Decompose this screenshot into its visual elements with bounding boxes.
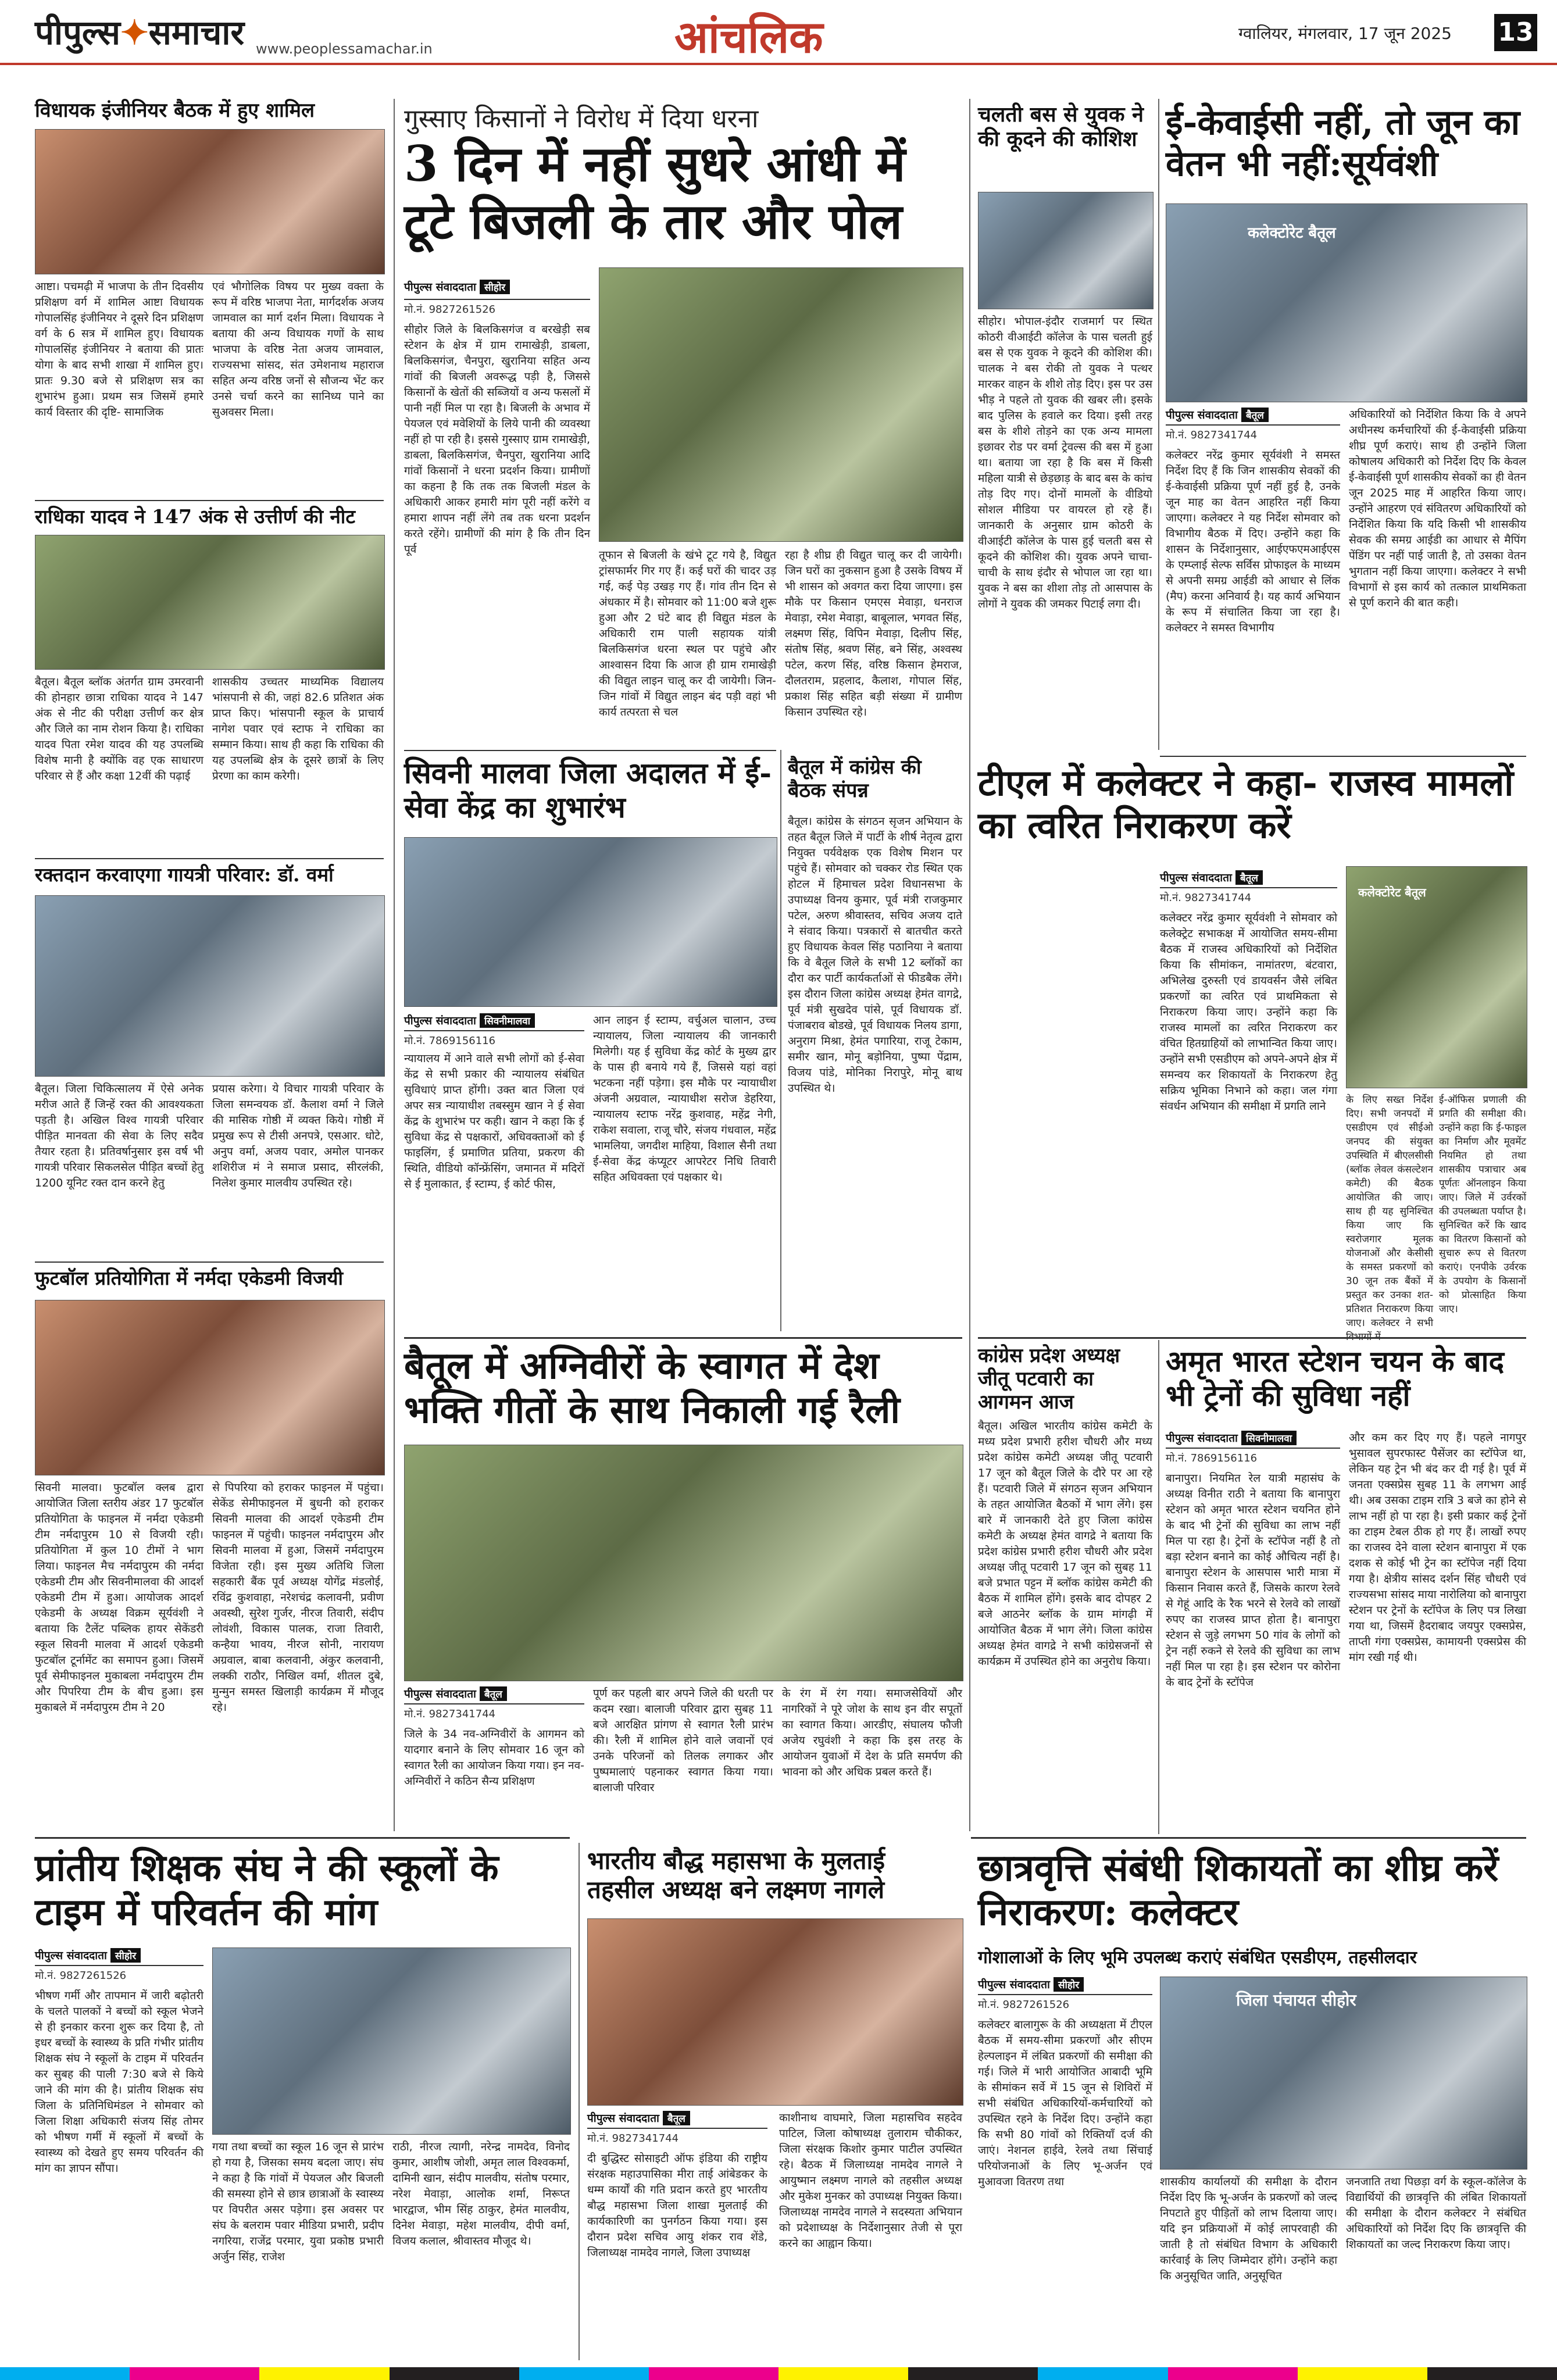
kisan-byline [404, 279, 590, 294]
station-body-col1: बानापुरा। नियमित रेल यात्री महासंघ के अध्यक्ष विनीत राठी ने बताया कि बानापुरा स्टेशन को अमृत भारत स्टेशन चयनित होने के बाद भी ट्रेनों की सुविधा का लाभ नहीं मिल पा रहा है। ट्रेनों के स्टॉपेज नहीं है तो बड़ा स्टेशन बनाने का कोई औचित्य नहीं है। बानापुरा स्टेशन के आसपास भारी मात्रा में किसान निवास करते हैं, जिसके कारण रेलवे से गेहूं आदि के रैक भरने से रेलवे को लाखों रुपए का राजस्व प्राप्त होता है। बानापुरा स्टेशन से जुड़े लगभग 50 गांव के लोगों को ट्रेन नहीं रुकने से रेलवे की सुविधा का लाभ नहीं मिल पा रहा है। इस स्टेशन पर कोरोना के बाद ट्रेनों के स्टॉपेज [1166, 1472, 1340, 1689]
divider [35, 858, 384, 859]
logo-right: समाचार [148, 13, 245, 52]
court-photo [404, 837, 777, 1007]
neet-body-col2: शासकीय उच्चतर माध्यमिक विद्यालय भांसपानी से की, जहां 82.6 प्रतिशत अंक प्राप्त किए। भांसपानी स्कूल के प्राचार्य नागेश पवार एवं स्टाफ ने राधिका का सम्मान किया। साथ ही कहा कि राधिका की यह उपलब्धि क्षेत्र के दूसरे छात्रों के लिए प्रेरणा का काम करेगी। [212, 676, 384, 782]
tl-body-col1: कलेक्टर नरेंद्र कुमार सूर्यवंशी ने सोमवार को कलेक्ट्रेट सभाकक्ष में आयोजित समय-सीमा बैठक में राजस्व अधिकारियों को निर्देशित किया कि सीमांकन, नामांतरण, बंटवारा, अभिलेख दुरुस्ती एवं डायवर्सन जैसे लंबित प्रकरणों का त्वरित एवं प्राथमिकता से निराकरण किया जाए। उन्होंने कहा कि राजस्व मामलों का त्वरित निराकरण कर वंचित हितग्राहियों को लाभान्वित किया जाए। उन्होंने सभी एसडीएम को अपने-अपने क्षेत्र में समन्वय कर शिकायतों के निराकरण हेतु सक्रिय भूमिका निभाने को कहा। जल गंगा संवर्धन अभियान की समीक्षा में प्रगति लाने [1160, 912, 1337, 1113]
byline-place: सीहोर [480, 280, 510, 294]
byline-place: बैतूल [663, 2111, 690, 2125]
station-mobile: मो.नं. 7869156116 [1166, 1448, 1340, 1465]
column-rule [1158, 1340, 1159, 1834]
byline-place: बैतूल [1235, 870, 1263, 885]
agniveer-byline [404, 1686, 590, 1701]
print-color-bar [0, 2367, 1557, 2380]
logo-star-icon: ✦ [120, 13, 149, 52]
agniveer-photo [404, 1445, 963, 1681]
divider [978, 1337, 1526, 1339]
teacher-body-col3: राठी, नीरज त्यागी, नरेन्द्र नामदेव, विनोद कुमार, आशीष जोशी, अमृत लाल विश्वकर्मा, दामिनी खान, संदीप मालवीय, संतोष परमार, नरेश मेवाड़ा, आलोक शर्मा, निरूप्त भारद्वाज, भीम सिंह ठाकुर, हेमंत मालवीय, दिनेश मेवाड़ा, महेश मालवीय, दीपी वर्मा, विजय कलाल, श्रीवास्तव मौजूद थे। [392, 2140, 570, 2247]
blood-body-col1: बैतूल। जिला चिकित्सालय में ऐसे अनेक मरीज आते हैं जिन्हें रक्त की आवश्यकता पड़ती है। अखिल विश्व गायत्री परिवार पीड़ित मानवता की सेवा के लिए सदैव तैयार रहता है। प्रतिवर्षानुसार इस वर्ष भी गायत्री परिवार सिकलसेल पीड़ित बच्चों हेतु 1200 यूनिट रक्त दान करने हेतु [35, 1082, 203, 1189]
color-swatch [1298, 2367, 1427, 2380]
divider [35, 1837, 570, 1839]
teacher-mobile: मो.नं. 9827261526 [35, 1965, 203, 1982]
teacher-headline: प्रांतीय शिक्षक संघ ने की स्कूलों के टाइम में परिवर्तन की मांग [35, 1846, 499, 1934]
newspaper-logo [35, 8, 244, 54]
kisan-body-col1: सीहोर जिले के बिलकिसगंज व बरखेड़ी सब स्टेशन के क्षेत्र में ग्राम रामाखेड़ी, डाबला, बिलकिसगंज, चैनपुरा, खुरानिया सहित अन्य गांवों की बिजली अवरूद्ध पड़ी है, जिससे किसानों के खेतों की सब्जियों व अन्य फसलों में पानी नहीं मिल पा रहा है। बिजली के अभाव में पेयजल एवं मवेशियों के लिये पानी की व्यवस्था नहीं हो पा रही है। इससे गुस्साए ग्राम रामाखेड़ी, डाबला, बिलकिसगंज, चैनपुरा, खुरानिया आदि गांवों किसानों ने धरना प्रदर्शन किया। ग्रामीणों का कहना है कि तक तक बिजली मंडल के अधिकारी आकर हमारी मांग पूरी नहीं करेंगे व हमारा शापन नहीं लेंगे तब तक धरना प्रदर्शन करते रहेंगे। ग्रामीणों की मांग है कि तीन दिन पूर्व [404, 323, 590, 556]
teacher-photo [212, 1947, 571, 2135]
dateline: ग्वालियर, मंगलवार, 17 जून 2025 [1238, 24, 1452, 43]
kisan-body-col3: रहा है शीघ्र ही विद्युत चालू कर दी जायेगी। जिन घरों का नुकसान हुआ है उसके विषय में भी शासन को अवगत करा दिया जाएगा। इस मौके पर किसान एमएस मेवाड़ा, धनराज मेवाड़ा, रमेश मेवाड़ा, बाबूलाल, भगवत सिंह, लक्ष्मण सिंह, विपिन मेवाड़ा, दिलीप सिंह, संतोष सिंह, श्रवण सिंह, बने सिंह, अश्वस्थ पटेल, करण सिंह, वरिष्ठ किसान हेमराज, दौलतराम, प्रहलाद, कैलाश, गोपाल सिंह, प्रकाश सिंह सहित बड़ी संख्या में ग्रामीण किसान उपस्थित रहे। [785, 549, 962, 719]
blood-headline: रक्तदान करवाएगा गायत्री परिवार: डॉ. वर्मा [35, 863, 334, 886]
bus-headline: चलती बस से युवक ने की कूदने की कोशिश [978, 102, 1144, 152]
agniveer-body-col2: पूर्ण कर पहली बार अपने जिले की धरती पर कदम रखा। बालाजी परिवार द्वारा सुबह 11 बजे आरक्षित प्रांगण से स्वागत रैली प्रारंभ की। रैली में शामिल होने वाले जवानों एवं उनके परिजनों को तिलक लगाकर और पुष्पमालाएं पहनाकर स्वागत किया गया। बालाजी परिवार [593, 1687, 773, 1794]
scholar-headline: छात्रवृत्ति संबंधी शिकायतों का शीघ्र करें निराकरण: कलेक्टर [978, 1846, 1499, 1934]
tl-byline [1160, 870, 1340, 885]
column-rule [780, 750, 781, 1331]
column-rule [394, 99, 395, 1831]
column-rule [969, 99, 970, 1831]
agniveer-mobile: मो.नं. 9827341744 [404, 1703, 584, 1721]
neet-photo [35, 535, 385, 670]
jitu-body: बैतूल। अखिल भारतीय कांग्रेस कमेटी के मध्य प्रदेश प्रभारी हरीश चौधरी और मध्य प्रदेश कांग्रेस कमेटी अध्यक्ष जीतू पटवारी 17 जून को बैतूल जिले के दौरे पर आ रहे हैं। पटवारी जिले में संगठन सृजन अभियान के तहत आयोजित बैठकों में भाग लेंगे। इस बारे में जानकारी देते हुए जिला कांग्रेस कमेटी के अध्यक्ष हेमंत वागद्रे ने बताया कि प्रदेश कांग्रेस प्रभारी हरीश चौधरी और प्रदेश अध्यक्ष जीतू पटवारी 17 जून को सुबह 11 बजे प्रभात पट्टन में ब्लॉक कांग्रेस कमेटी की बैठक में शामिल होंगे। इसके बाद दोपहर 2 बजे आठनेर ब्लॉक के ग्राम मांगढ़ी में आयोजित बैठक में भाग लेंगे। जिला कांग्रेस अध्यक्ष हेमंत वागद्रे ने सभी कांग्रेसजनों से कार्यक्रम में उपस्थित होने का अनुरोध किया। [978, 1420, 1152, 1668]
scholar-body-col3: जनजाति तथा पिछड़ा वर्ग के स्कूल-कॉलेज के विद्यार्थियों की छात्रवृत्ति की लंबित शिकायतों की समीक्षा के दौरान कलेक्टर ने संबंधित अधिकारियों को निर्देश दिए कि छात्रवृत्ति की शिकायतों का जल्द निराकरण किया जाए। [1346, 2175, 1526, 2251]
byline-name: पीपुल्स संवाददाता [404, 1688, 476, 1700]
scholar-mobile: मो.नं. 9827261526 [978, 1994, 1152, 2011]
ekyc-headline: ई-केवाईसी नहीं, तो जून का वेतन भी नहीं:सूर्यवंशी [1166, 102, 1520, 184]
teacher-body-col1: भीषण गर्मी और तापमान में जारी बढ़ोतरी के चलते पालकों ने बच्चों को स्कूल भेजने से ही इनकार करना शुरू कर दिया है, तो इधर बच्चों के स्वास्थ्य के प्रति गंभीर प्रांतीय शिक्षक संघ ने स्कूलों के टाइम में परिवर्तन कर सुबह की पाली 7:30 बजे से किये जाने की मांग की है। प्रांतीय शिक्षक संघ जिला के प्रतिनिधिमंडल ने सोमवार को जिला शिक्षा अधिकारी संजय सिंह तोमर को भीषण गर्मी में स्कूलों में बच्चों के स्वास्थ्य को देखते हुए समय परिवर्तन की मांग का ज्ञापन सौंपा। [35, 1989, 203, 2175]
tl-headline: टीएल में कलेक्टर ने कहा- राजस्व मामलों का त्वरित निराकरण करें [978, 762, 1514, 847]
color-swatch [259, 2367, 389, 2380]
divider [1160, 756, 1526, 757]
mla-body-col1: आष्टा। पचमढ़ी में भाजपा के तीन दिवसीय प्रशिक्षण वर्ग में शामिल आष्टा विधायक गोपालसिंह इंजीनियर ने दूसरे दिन प्रशिक्षण वर्ग के 6 सत्र में शामिल हुए। विधायक गोपालसिंह इंजीनियर ने बताया की प्रातः योगा के बाद सभी शाखा में शामिल हुए। प्रातः 9.30 बजे से प्रशिक्षण सत्र का शुभारंभ हुआ। प्रथम सत्र जिसमें हमारे कार्य विस्तार की दृष्टि- सामाजिक [35, 280, 203, 419]
byline-place: बैतूल [1241, 408, 1269, 422]
ekyc-mobile: मो.नं. 9827341744 [1166, 424, 1340, 442]
football-body-col2: से पिपरिया को हराकर फाइनल में पहुंचा। सेकेंड सेमीफाइनल में बुधनी को हराकर सिवनी मालवा की आदर्श एकेडमी टीम फाइनल में पहुंची। फाइनल नर्मदापुरम और सिवनी मालवा में हुआ, जिसमें नर्मदापुरम विजेता रही। इस मुख्य अतिथि जिला सहकारी बैंक पूर्व अध्यक्ष योगेंद्र मंडलोई, रविंद्र कुशवाहा, नरेशचंद्र कलावनी, प्रवीण अवस्थी, सुरेश गुर्जर, नीरज तिवारी, संदीप लोवंशी, विकास पालक, राजा तिवारी, कन्हैया भावय, नीरज सोनी, नारायण अग्रवाल, बाबा कलवानी, अंकुर कलवानी, लक्की राठौर, निखिल वर्मा, शीतल दुबे, मुन्मुन समस्त खिलाड़ी कार्यक्रम में मौजूद रहे। [212, 1481, 384, 1714]
logo-left: पीपुल्स [35, 13, 120, 52]
byline-name: पीपुल्स संवाददाता [1166, 409, 1238, 421]
kisan-mobile: मो.नं. 9827261526 [404, 299, 590, 316]
byline-name: पीपुल्स संवाददाता [978, 1978, 1050, 1991]
mla-headline: विधायक इंजीनियर बैठक में हुए शामिल [35, 99, 315, 122]
buddh-headline: भारतीय बौद्ध महासभा के मुलताई तहसील अध्यक्ष बने लक्ष्मण नागले [587, 1846, 885, 1904]
byline-name: पीपुल्स संवाददाता [1160, 871, 1232, 884]
color-swatch [649, 2367, 779, 2380]
scholar-body-col1: कलेक्टर बालागुरू के की अध्यक्षता में टीएल बैठक में समय-सीमा प्रकरणों और सीएम हेल्पलाइन में लंबित प्रकरणों की समीक्षा की गई। जिले में भारी आयोजित आबादी भूमि के सीमांकन सर्वे में 15 जून से शिविरों में सभी संबंधित अधिकारियों-कर्मचारियों को उपस्थित रहने के निर्देश दिए। उन्होंने कहा कि सभी 80 गांवों को रिक्तियाँ दर्ज की जाएं। नेशनल हाईवे, रेलवे तथा सिंचाई परियोजनाओं के लिए भू-अर्जन एवं मुआवजा वितरण तथा [978, 2018, 1152, 2188]
color-swatch [130, 2367, 259, 2380]
color-swatch [519, 2367, 649, 2380]
byline-name: पीपुल्स संवाददाता [587, 2112, 659, 2125]
station-byline [1166, 1430, 1346, 1445]
kisan-body-col2: तूफान से बिजली के खंभे टूट गये है, विद्युत ट्रांसफार्मर गिर गए हैं। कई घरों की चादर उड़ गई, कई पेड़ उखड़ गए हैं। गांव तीन दिन से अंधकार में है। सोमवार को 11:00 बजे शुरू हुआ और 2 घंटे बाद ही विद्युत मंडल के अधिकारी राम पाली सहायक यांत्री बिलकिसगंज धरना स्थल पर पहुंचे और आश्वासन दिया कि आज ही ग्राम रामाखेड़ी की विद्युत लाइन चालू कर दी जायेगी। जिन-जिन गांवों में विद्युत लाइन बंद पड़ी वहां भी कार्य तत्परता से चल [599, 549, 776, 719]
scholar-photo [1160, 1977, 1527, 2170]
color-swatch [779, 2367, 908, 2380]
divider [404, 750, 776, 751]
color-swatch [1168, 2367, 1298, 2380]
buddh-byline [587, 2110, 773, 2125]
divider [35, 500, 384, 501]
mla-photo [35, 129, 385, 274]
blood-photo [35, 895, 385, 1077]
bus-body: सीहोर। भोपाल-इंदौर राजमार्ग पर स्थित कोठरी वीआईटी कॉलेज के पास चलती हुई बस से एक युवक ने कूदने की कोशिश की। चालक ने बस रोकी तो युवक ने पत्थर मारकर वाहन के शीशे तोड़ दिए। इस पर उस भीड़ ने पहले तो युवक की खबर ली। इसके बाद पुलिस के हवाले कर दिया। इसी तरह बस के शीशे तोड़ने का एक अन्य मामला इछावर रोड पर वर्मा ट्रेवल्स की बस में हुआ था। बताया जा रहा है कि बस में किसी महिला यात्री से छेड़छाड़ के बाद बस के कांच तोड़ दिए गए। दोनों मामलों के वीडियो सोशल मीडिया पर वायरल हो रहे हैं। जानकारी के अनुसार ग्राम कोठरी के वीआईटी कॉलेज के पास हुई चलती बस से कूदने की कोशिश की। युवक अपने चाचा-चाची के साथ इंदौर से भोपाल जा रहा था। युवक ने बस का शीशा तोड़ तो आसपास के लोगों ने युवक की जमकर पिटाई लगा दी। [978, 315, 1152, 610]
column-rule [1158, 99, 1159, 750]
color-swatch [390, 2367, 519, 2380]
kisan-photo [599, 267, 963, 542]
buddh-body-col2: काशीनाथ वाघमारे, जिला महासचिव सहदेव पाटिल, जिला कोषाध्यक्ष तुलाराम चौकीकर, जिला संरक्षक किशोर कुमार पाटील उपस्थित रहे। बैठक में जिलाध्यक्ष नामदेव नागले ने आयुष्मान लक्ष्मण नागले को तहसील अध्यक्ष और मुकेश मुनकर को उपाध्यक्ष नियुक्त किया। जिलाध्यक्ष नामदेव नागले ने सदस्यता अभियान को प्रदेशाध्यक्ष के निर्देशानुसार तेजी से पूरा करने का आह्वान किया। [779, 2111, 962, 2250]
byline-name: पीपुल्स संवाददाता [1166, 1432, 1238, 1445]
page-number: 13 [1494, 14, 1537, 51]
color-swatch [1038, 2367, 1167, 2380]
buddh-body-col1: दी बुद्धिस्ट सोसाइटी ऑफ इंडिया की राष्ट्रीय संरक्षक महाउपासिका मीरा ताई आंबेडकर के धम्म कार्यों की गति प्रदान करते हुए भारतीय बौद्ध महासभा जिला शाखा मुलताई की कार्यकारिणी का पुनर्गठन किया गया। इस दौरान प्रदेश सचिव आयु शंकर राव शेंडे, जिलाध्यक्ष नामदेव नागले, जिला उपाध्यक्ष [587, 2152, 767, 2259]
agniveer-body-col3: के रंग में रंग गया। समाजसेवियों और नागरिकों ने पूरे जोश के साथ इन वीर सपूतों का स्वागत किया। आरडीए, संघालय फौजी अजेय रघुवंशी ने कहा कि इस तरह के आयोजन युवाओं में देश के प्रति समर्पण की भावना को और अधिक प्रबल करते हैं। [782, 1687, 962, 1778]
byline-place: बैतूल [480, 1686, 507, 1701]
color-swatch [0, 2367, 130, 2380]
byline-name: पीपुल्स संवाददाता [35, 1949, 107, 1962]
agniveer-headline: बैतूल में अग्निवीरों के स्वागत में देश भक्ति गीतों के साथ निकाली गई रैली [404, 1344, 900, 1432]
divider [404, 1337, 962, 1339]
tl-photo-sign: कलेक्टोरेट बैतूल [1358, 885, 1426, 899]
station-body-col2: और कम कर दिए गए हैं। पहले नागपुर भुसावल सुपरफास्ट पैसेंजर का स्टॉपेज था, लेकिन यह ट्रेन भी बंद कर दी गई है। पूर्व में जनता एक्सप्रेस सुबह 11 के लगभग आई थी। अब उसका टाइम रात्रि 3 बजे का होने से लाभ नहीं हो पा रहा है। इसी प्रकार कई ट्रेनों का टाइम टेबल ठीक हो गए हैं। लाखों रुपए का राजस्व देने वाला स्टेशन बानापुरा में एक दशक से कोई भी ट्रेन का स्टॉपेज नहीं दिया गया है। क्षेत्रीय सांसद दर्शन सिंह चौधरी एवं राज्यसभा सांसद माया नारोलिया को बानापुरा स्टेशन पर ट्रेनों के स्टॉपेज के लिए पत्र लिखा गया था, जिसमें हैदराबाद जयपुर एक्सप्रेस, ताप्ती गंगा एक्सप्रेस, कामायनी एक्सप्रेस की मांग रखी गई थी। [1349, 1431, 1526, 1664]
color-swatch [1427, 2367, 1557, 2380]
ekyc-body-col2: अधिकारियों को निर्देशित किया कि वे अपने अधीनस्थ कर्मचारियों की ई-केवाईसी प्रक्रिया शीघ्र पूर्ण कराएं। साथ ही उन्होंने जिला कोषालय अधिकारी को निर्देश दिए कि केवल ई-केवाईसी पूर्ण शासकीय सेवकों का ही वेतन जून 2025 माह में आहरित किया जाए। उन्होंने आहरण एवं संवितरण अधिकारियों को निर्देशित किया कि यदि किसी भी शासकीय सेवक की समग्र आईडी का आधार से मैपिंग पेंडिंग पर नहीं पाई जाती है, तो उसका वेतन भुगतान नहीं किया जाएगा। कलेक्टर ने सभी विभागों से इस कार्य को तत्काल प्राथमिकता से पूर्ण कराने की बात कही। [1349, 408, 1526, 609]
ekyc-byline [1166, 407, 1340, 422]
jitu-headline: कांग्रेस प्रदेश अध्यक्ष जीतू पटवारी का आगमन आज [978, 1344, 1120, 1414]
station-headline: अमृत भारत स्टेशन चयन के बाद भी ट्रेनों की सुविधा नहीं [1166, 1344, 1505, 1413]
scholar-subhead: गोशालाओं के लिए भूमि उपलब्ध कराएं संबंधित एसडीएम, तहसीलदार [978, 1947, 1417, 1968]
tl-mobile: मो.नं. 9827341744 [1160, 887, 1337, 905]
scholar-body-col2: शासकीय कार्यालयों की समीक्षा के दौरान निर्देश दिए कि भू-अर्जन के प्रकरणों को जल्द निपटाते हुए पीड़ितों को लाभ दिलाया जाए। यदि इन प्रक्रियाओं में कोई लापरवाही की जाती है तो संबंधित विभाग के अधिकारी कार्रवाई के लिए जिम्मेदार होंगे। उन्होंने कहा कि अनुसूचित जाति, अनुसूचित [1160, 2175, 1337, 2282]
ekyc-body-col1: कलेक्टर नरेंद्र कुमार सूर्यवंशी ने समस्त निर्देश दिए हैं कि जिन शासकीय सेवकों की ई-केवाईसी प्रक्रिया पूर्ण नहीं हुई है, उनके जून माह का वेतन आहरित नहीं किया जाएगा। कलेक्टर ने यह निर्देश सोमवार को विभागीय बैठक में दिए। उन्होंने कहा कि शासन के निर्देशानुसार, आईएफएमआईएस के एम्प्लाई सेल्फ सर्विस प्रोफाइल के माध्यम से अपनी समग्र आईडी को आधार से लिंक (मैप) करना अनिवार्य है। यह कार्य अभियान के रूप में संचालित किया जा रहा है। कलेक्टर ने समस्त विभागीय [1166, 449, 1340, 634]
masthead [0, 0, 1557, 65]
congress-body: बैतूल। कांग्रेस के संगठन सृजन अभियान के तहत बैतूल जिले में पार्टी के शीर्ष नेतृत्व द्वारा नियुक्त पर्यवेक्षक एक विशेष मिशन पर पहुंचे हैं। सोमवार को चक्कर रोड स्थित एक होटल में हिमाचल प्रदेश विधानसभा के उपाध्यक्ष विनय कुमार, पूर्व मंत्री राजकुमार पटेल, अरुण श्रीवास्तव, सचिव अजय दाते ने संवाद किया। पत्रकारों से बातचीत करते हुए विधायक केवल सिंह पठानिया ने बताया कि वे बैतूल जिले के सभी 12 ब्लॉकों का दौरा कर पार्टी कार्यकर्ताओं से फीडबैक लेंगे। इस दौरान जिला कांग्रेस अध्यक्ष हेमंत वागद्रे, पूर्व मंत्री सुखदेव पांसे, पूर्व विधायक डॉ. पंजाबराव बोडखे, पूर्व विधायक निलय डागा, अनुराग मिश्रा, हेमंत पगारिया, राजू टेकाम, समीर खान, मोनू बड़ोनिया, पुष्पा पेंद्राम, विजय पांडे, मोनिका निरापुरे, मोनू बाथ उपस्थित थे। [788, 815, 962, 1095]
congress-headline: बैतूल में कांग्रेस की बैठक संपन्न [788, 756, 922, 803]
football-photo [35, 1300, 385, 1475]
byline-name: पीपुल्स संवाददाता [404, 1014, 476, 1027]
byline-place: सिवनीमालवा [1241, 1431, 1297, 1445]
kisan-headline: 3 दिन में नहीं सुधरे आंधी में टूटे बिजली के तार और पोल [404, 135, 906, 251]
column-rule [578, 1843, 580, 2360]
kisan-kicker: गुस्साए किसानों ने विरोध में दिया धरना [404, 104, 759, 134]
teacher-body-col2: गया तथा बच्चों का स्कूल 16 जून से प्रारंभ हो गया है, जिसका समय बदला जाए। संघ ने कहा है कि गांवों में पेयजल और बिजली की समस्या होने से छात्र छात्राओं के स्वास्थ्य पर विपरीत असर पड़ेगा। इस अवसर पर संघ के बलराम पवार मीडिया प्रभारी, प्रदीप नगरिया, राजेंद्र परमार, युवा प्रकोष्ठ प्रभारी अर्जुन सिंह, राजेश [212, 2140, 384, 2263]
tl-body-col2: के लिए सख्त निर्देश दिए। सभी जनपदों में एसडीएम एवं सीईओ जनपद की संयुक्त उपस्थिति में बीएलसीसी (ब्लॉक लेवल कंसल्टेशन कमेटी) की बैठक आयोजित की जाए। साथ ही यह सुनिश्चित किया जाए कि स्वरोजगार मूलक योजनाओं और केसीसी के समस्त प्रकरणों को 30 जून तक बैंकों में प्रस्तुत कर उनका शत-प्रतिशत निराकरण किया जाए। कलेक्टर ने सभी [1346, 1094, 1433, 1329]
color-swatch [908, 2367, 1038, 2380]
byline-place: सिवनीमालवा [480, 1013, 535, 1028]
scholar-byline [978, 1977, 1152, 1992]
football-headline: फुटबॉल प्रतियोगिता में नर्मदा एकेडमी विजयी [35, 1267, 344, 1289]
tl-body-col3: ई-ऑफिस प्रणाली की प्रगति की समीक्षा की। उन्होंने कहा कि ई-फाइल का निर्माण और मूवमेंट नियमित हो तथा शासकीय पत्राचार अब पूर्णतः ऑनलाइन किया जाए। जिले में उर्वरकों की उपलब्धता पर्याप्त है। सुनिश्चित करें कि खाद का वितरण किसानों को सुचारु रूप से वितरण कराएं। एनपीके उर्वरक के उपयोग के किसानों को प्रोत्साहित किया जाए। [1439, 1094, 1526, 1315]
buddh-mobile: मो.नं. 9827341744 [587, 2128, 767, 2145]
neet-headline: राधिका यादव ने 147 अंक से उत्तीर्ण की नीट [35, 505, 355, 528]
byline-name: पीपुल्स संवाददाता [404, 281, 476, 294]
website-url: www.peoplessamachar.in [256, 41, 433, 57]
court-body-col1: न्यायालय में आने वाले सभी लोगों को ई-सेवा केंद्र से सभी प्रकार की न्यायालय संबंधित सुविधाएं प्राप्त होंगी। उक्त बात जिला एवं अपर सत्र न्यायाधीश तबस्सुम खान ने ई सेवा केंद्र के शुभारंभ पर कही। खान ने कहा कि ई सुविधा केंद्र से पक्षकारों, अधिवक्ताओं को ई फाइलिंग, ई प्रमाणित प्रतिया, प्रकरण की स्थिति, वीडियो कॉन्फ्रेंसिंग, जमानत में मदिरों से ई मुलाकात, ई स्टाम्प, ई कोर्ट फीस, [404, 1052, 584, 1191]
neet-body-col1: बैतूल। बैतूल ब्लॉक अंतर्गत ग्राम उमरवानी की होनहार छात्रा राधिका यादव ने 147 अंक से नीट की परीक्षा उत्तीर्ण कर क्षेत्र और जिले का नाम रोशन किया है। राधिका यादव पिता रमेश यादव की यह उपलब्धि विशेष मानी है क्योंकि वह एक साधारण परिवार से हैं और कक्षा 12वीं की पढ़ाई [35, 676, 203, 782]
court-byline [404, 1013, 590, 1028]
blood-body-col2: प्रयास करेगा। ये विचार गायत्री परिवार के जिला समन्वयक डॉ. कैलाश वर्मा ने जिले की मासिक गोष्ठी में व्यक्त किये। गोष्ठी में प्रमुख रूप से टीसी अनपत्रे, एसआर. धोटे, अनुप वर्मा, अजय पवार, अमोल पानकर शशिरीज मं ने समाज प्रसाद, सीरलंकी, निलेश कुमार मालवीय उपस्थित रहे। [212, 1082, 384, 1189]
court-mobile: मो.नं. 7869156116 [404, 1030, 584, 1048]
divider [35, 1262, 384, 1263]
court-body-col2: आन लाइन ई स्टाम्प, वर्चुअल चालान, उच्च न्यायालय, जिला न्यायालय की जानकारी मिलेगी। यह ई सुविधा केंद्र कोर्ट के मुख्य द्वार के पास ही बनाये गये हैं, जिससे यहां वहां भटकना नहीं पड़ेगा। इस मौके पर न्यायाधीश अंजनी अग्रवाल, न्यायाधीश सरोज डेहरिया, न्यायालय स्टाफ नरेंद्र कुशवाह, महेंद्र नेगी, राकेश सवाला, राजू चौरे, संजय गंधवाल, महेंद्र भामलिया, जगदीश माहिया, विशाल सैनी तथा ई-सेवा केंद्र कंप्यूटर आपरेटर निधि तिवारी सहित अधिवक्ता एवं पक्षकार थे। [593, 1014, 776, 1184]
scholar-photo-sign: जिला पंचायत सीहोर [1236, 1991, 1356, 2010]
section-title: आंचलिक [674, 11, 823, 63]
byline-place: सीहोर [1054, 1977, 1084, 1992]
agniveer-body-col1: जिले के 34 नव-अग्निवीरों के आगमन को यादगार बनाने के लिए सोमवार 16 जून को स्वागत रैली का आयोजन किया गया। इन नव-अग्निवीरों ने कठिन सैन्य प्रशिक्षण [404, 1728, 584, 1788]
divider [971, 1837, 1526, 1839]
ekyc-photo [1166, 203, 1527, 402]
mla-body-col2: एवं भौगोलिक विषय पर मुख्य वक्ता के रूप में वरिष्ठ भाजपा नेता, मार्गदर्शक अजय जामवाल का मार्ग दर्शन मिला। विधायक ने बताया की अन्य विधायक गणों के साथ भाजपा के वरिष्ठ नेता अजय जामवाल, राज्यसभा सांसद, संत उमेशनाथ महाराज सहित अन्य वरिष्ठ जनों से सौजन्य भेंट कर उनसे चर्चा करने का सानिध्य पाने का सुअवसर मिला। [212, 280, 384, 419]
court-headline: सिवनी मालवा जिला अदालत में ई-सेवा केंद्र का शुभारंभ [404, 756, 772, 824]
byline-place: सीहोर [110, 1948, 141, 1963]
buddh-photo [587, 1918, 963, 2106]
football-body-col1: सिवनी मालवा। फुटबॉल क्लब द्वारा आयोजित जिला स्तरीय अंडर 17 फुटबॉल प्रतियोगिता के फाइनल में नर्मदा एकेडमी टीम नर्मदापुरम 10 से विजयी रही। प्रतियोगिता में कुल 10 टीमों ने भाग लिया। फाइनल मैच नर्मदापुरम की नर्मदा एकेडमी टीम और सिवनीमालवा की आदर्श एकेडमी टीम में हुआ। आयोजक आदर्श एकेडमी के अध्यक्ष विक्रम सूर्यवंशी ने बताया कि टैलेंट पब्लिक हायर सेकेंडरी स्कूल सिवनी मालवा में आदर्श एकेडमी फुटबॉल टूर्नामेंट का समापन हुआ। जिसमें पूर्व सेमीफाइनल मुकाबला नर्मदापुरम टीम और पिपरिया टीम के बीच हुआ। इस मुकाबले में नर्मदापुरम टीम ने 20 [35, 1481, 203, 1714]
tl-photo [1346, 866, 1527, 1088]
bus-photo [978, 192, 1154, 309]
ekyc-photo-sign: कलेक्टोरेट बैतूल [1248, 224, 1336, 242]
